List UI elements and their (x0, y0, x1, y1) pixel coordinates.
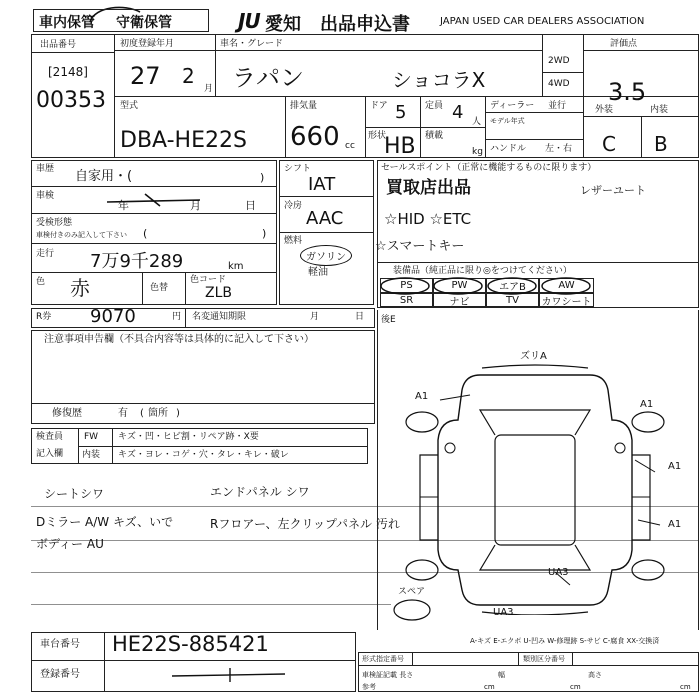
name-change-month: 月 (310, 312, 320, 322)
shaken-day: 日 (245, 199, 256, 212)
sales-item2: ☆スマートキー (375, 239, 465, 254)
handle-left-right: 左・右 (545, 144, 573, 154)
spare-label: スペア (398, 587, 426, 597)
grade-value: ショコラX (392, 68, 486, 92)
model-value: DBA-HE22S (120, 128, 247, 153)
doors-value: 5 (395, 102, 407, 123)
storage-left-label: 車内保管 (39, 15, 95, 31)
ref-label: 参考 (362, 683, 376, 691)
equipment-circles (378, 274, 598, 296)
interior-grade: B (654, 132, 668, 156)
equip-navi: ナビ (433, 293, 486, 307)
diagram-mark-right2: A1 (668, 519, 682, 530)
capacity-label: 定員 (425, 101, 444, 111)
shape-value: HB (384, 134, 416, 159)
repair-history-label: 修復歴 (52, 408, 82, 419)
note-line-2: エンドパネル シワ (210, 485, 310, 499)
first-reg-month: 2 (182, 64, 195, 88)
first-reg-month-unit: 月 (204, 84, 214, 94)
first-reg-label: 初度登録年月 (120, 39, 175, 49)
parallel-label: 並行 (548, 101, 567, 111)
dims-label: 車検証記載 長さ (362, 671, 414, 679)
diagram-mark-bottom2: UA3 (493, 607, 514, 618)
chassis-no-value: HE22S-885421 (112, 632, 269, 656)
displacement-value: 660 (290, 122, 340, 152)
chassis-no-label: 車台番号 (40, 639, 80, 650)
shape-label: 形状 (368, 131, 387, 141)
diagram-mark-side: A1 (640, 399, 654, 410)
r-ken-value: 9070 (90, 306, 136, 327)
displacement-label: 排気量 (290, 101, 318, 111)
form-title: 出品申込書 (320, 14, 410, 35)
shift-value: IAT (308, 174, 336, 195)
width-label: 幅 (498, 671, 505, 679)
equip-airbag: エアB (486, 278, 539, 293)
sales-note: レザーユート (580, 184, 646, 197)
doors-label: ドア (370, 101, 388, 111)
storage-circle-mark (85, 2, 145, 32)
rear-label: 後E (381, 315, 396, 325)
model-label: 型式 (120, 101, 139, 111)
height-unit: cm (680, 683, 691, 691)
lot-no-label: 出品番号 (40, 40, 77, 50)
load-label: 積載 (425, 131, 444, 141)
equip-tv: TV (486, 293, 539, 307)
name-change-label: 名変通知期限 (192, 312, 247, 322)
rating-label: 評価点 (610, 39, 638, 49)
fuel-label: 燃料 (284, 236, 303, 246)
color-change-label: 色替 (150, 283, 169, 293)
sales-header: 買取店出品 (386, 178, 471, 198)
color-code-value: ZLB (205, 285, 232, 301)
color-label: 色 (36, 277, 46, 287)
exterior-grade: C (602, 132, 616, 156)
mileage-unit: km (228, 261, 244, 272)
ruibetsu-label: 類別区分番号 (523, 655, 565, 663)
diagram-mark-bottom: UA3 (548, 567, 569, 578)
equip-aw: AW (539, 278, 594, 293)
displacement-unit: cc (345, 141, 355, 151)
auction-sheet-page: 車内保管 守衛保管 JU 愛知 出品申込書 JAPAN USED CAR DEALERS ASSOCIATION 出品番号 初度登録年月 車名・グレード 2WD 4WD 評価点 [2148] 00353 27 2 月 ラパン ショコラX 3.5 型式 排気量 ドア 定員 人 形状 積載 kg ディーラー 並行 モデル年式 ハンドル 左・右 外装 内装 cc DBA-HE22S 660 5 4 HB C B 車歴 自家用・( ) 車検 年 月 日 受検形態 車検付きのみ記入して下さい ( ) 走行 7万9千289 km 色 赤 色替 色コード ZLB シフト IAT 冷房 AAC 燃料 ガソリン 軽油 セールスポイント（正常に機能するものに限ります） 買取店出品 レザーユート ☆HID ☆ETC ☆スマートキー 装備品（純正品に限り◎をつけてください） PS PW エアB AW SR ナビ TV カワシート R券 9070 円 名変通知期限 月 日 注意事項申告欄（不具合内容等は具体的に記入して下さい） 修復歴 有 ( 箇所 ) 検査員 記入欄 FW キズ・凹・ヒビ割・リペア跡・X要 内装 キズ・ヨレ・コゲ・穴・タレ・キレ・破レ シートシワ エンドパネル シワ Dミラー A/W キズ、いで Rフロアー、左クリップパネル 汚れ ボディー AU 後E ズリA A1 A1 A1 UA3 UA3 A1 スペア A-キズ E-エクボ U-凹み W-修理跡 S-サビ C-腐食 XX-交換済 車台番号 登録番号 HE22S-885421 形式指定番号 類別区分番号 車検証記載 長さ 参考 cm 幅 cm 高さ cm (0, 0, 700, 700)
inspection-type-note: 車検付きのみ記入して下さい (36, 231, 127, 239)
shaken-year: 年 (118, 199, 129, 212)
shaken-label: 車検 (36, 191, 55, 201)
aircon-label: 冷房 (284, 201, 303, 211)
note-line-1: シートシワ (44, 487, 105, 501)
diagram-mark-right: A1 (668, 461, 682, 472)
color-value: 赤 (70, 276, 90, 300)
history-label: 車歴 (36, 164, 55, 174)
width-unit: cm (570, 683, 581, 691)
name-change-day: 日 (355, 312, 365, 322)
association-name: JAPAN USED CAR DEALERS ASSOCIATION (440, 16, 645, 27)
storage-right-label: 守衛保管 (116, 15, 172, 31)
car-name-value: ラパン (232, 64, 304, 92)
fw-label: FW (84, 432, 99, 442)
inspector-label: 検査員 (36, 432, 64, 442)
sales-item1: ☆HID ☆ETC (384, 210, 472, 228)
first-reg-year: 27 (130, 62, 161, 90)
r-ken-label: R券 (36, 312, 52, 322)
entry-field-label: 記入欄 (36, 449, 64, 459)
mileage-label: 走行 (36, 249, 55, 259)
private-use: 自家用・( (75, 169, 133, 184)
sales-points-label: セールスポイント（正常に機能するものに限ります） (381, 163, 597, 173)
car-damage-diagram (400, 360, 670, 615)
inspection-type-label: 受検形態 (36, 218, 73, 228)
interior-items: キズ・ヨレ・コゲ・穴・タレ・キレ・破レ (118, 450, 289, 460)
reg-no-label: 登録番号 (40, 669, 80, 680)
note-line-3: Dミラー A/W キズ、いで (36, 515, 174, 529)
capacity-unit: 人 (472, 117, 482, 127)
mileage-value: 7万9千289 (90, 251, 184, 272)
model-year-label: モデル年式 (490, 117, 525, 125)
kata-shitei-label: 形式指定番号 (362, 655, 404, 663)
note-line-4: Rフロアー、左クリップパネル 汚れ (210, 517, 400, 531)
color-code-label: 色コード (190, 275, 227, 285)
lot-no-value: 00353 (36, 88, 106, 113)
equip-ps: PS (380, 278, 433, 293)
capacity-value: 4 (452, 102, 464, 123)
shaken-month: 月 (190, 199, 201, 212)
exterior-label: 外装 (595, 105, 614, 115)
spare-tire-icon (392, 598, 432, 622)
aircon-value: AAC (306, 208, 344, 229)
equipment-label: 装備品（純正品に限り◎をつけてください） (393, 266, 572, 276)
height-label: 高さ (588, 671, 602, 679)
diagram-mark-left: A1 (415, 391, 429, 402)
rating-value: 3.5 (608, 78, 647, 106)
drive-2wd-label: 2WD (548, 56, 570, 66)
stamp-no: [2148] (48, 65, 88, 79)
equip-leather: カワシート (539, 293, 594, 307)
r-ken-yen: 円 (172, 312, 182, 322)
notes-title: 注意事項申告欄（不具合内容等は具体的に記入して下さい） (44, 334, 314, 345)
ju-logo: JU (238, 9, 260, 33)
legend-text: A-キズ E-エクボ U-凹み W-修理跡 S-サビ C-腐食 XX-交換済 (470, 637, 660, 645)
length-unit: cm (484, 683, 495, 691)
repair-place: 箇所 (148, 408, 168, 419)
reg-no-strike (170, 664, 290, 684)
load-unit: kg (472, 147, 483, 157)
shift-label: シフト (284, 164, 312, 174)
org-name: 愛知 (265, 14, 301, 35)
gasoline-option: ガソリン (300, 245, 352, 266)
interior-row-label: 内装 (82, 450, 101, 460)
equip-pw: PW (433, 278, 486, 293)
handle-label: ハンドル (490, 144, 527, 154)
note-line-5: ボディー AU (36, 537, 104, 551)
car-name-label: 車名・グレード (220, 39, 284, 49)
diagram-mark-top: ズリA (520, 351, 547, 362)
fw-items: キズ・凹・ヒビ割・リペア跡・X要 (118, 432, 259, 442)
dealer-label: ディーラー (490, 101, 535, 111)
equip-sr: SR (380, 293, 433, 307)
interior-label: 内装 (650, 105, 669, 115)
shaken-strike (105, 190, 205, 210)
drive-4wd-label: 4WD (548, 79, 570, 89)
diesel-option: 軽油 (308, 267, 328, 278)
repair-yes: 有 (118, 408, 128, 419)
